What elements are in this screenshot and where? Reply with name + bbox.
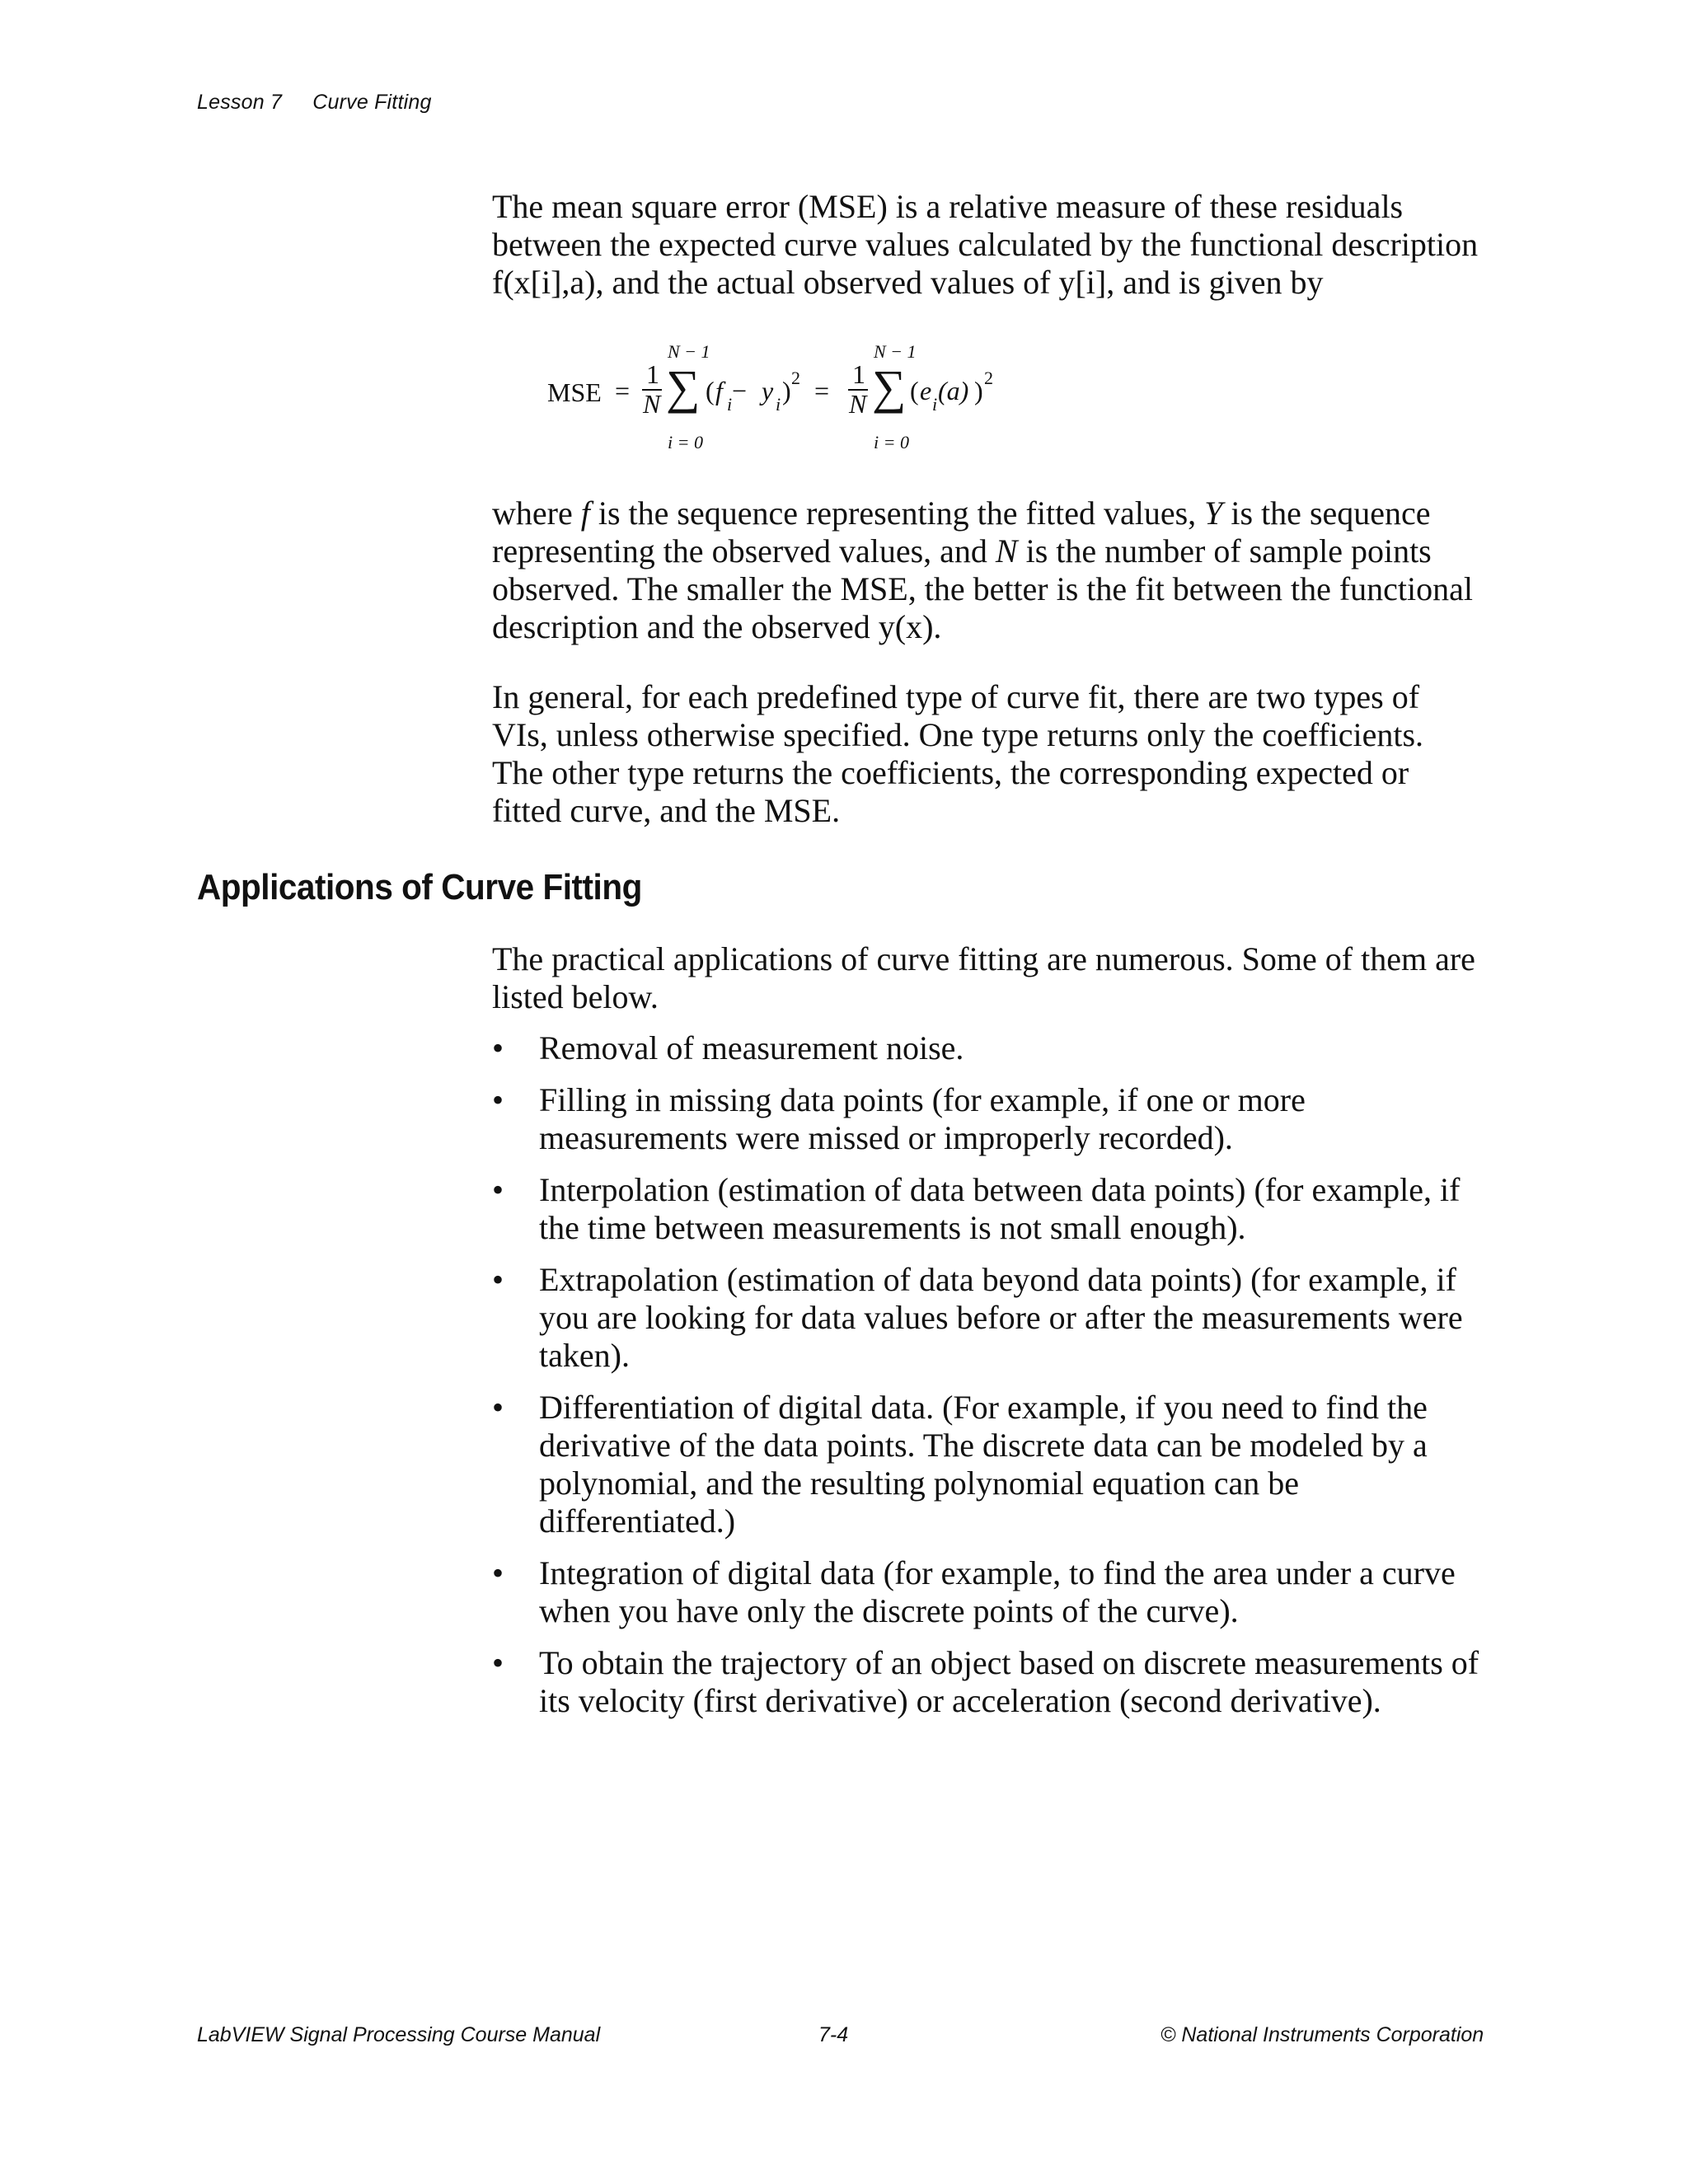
eq-term2-e: e: [920, 376, 932, 405]
p2-var-Y: Y: [1204, 494, 1223, 532]
eq-term1-open-paren: (: [706, 376, 715, 405]
section-heading: Applications of Curve Fitting: [197, 867, 642, 907]
eq-sigma1-lower: i = 0: [668, 432, 703, 452]
p2-var-N: N: [995, 532, 1018, 569]
footer-page-number: 7-4: [818, 2023, 849, 2046]
bullet-icon: •: [492, 1389, 504, 1426]
footer-manual-title: LabVIEW Signal Processing Course Manual: [197, 2023, 601, 2046]
bullet-icon: •: [492, 1554, 504, 1591]
bullet-icon: •: [492, 1261, 504, 1298]
eq-sigma2-upper: N − 1: [874, 341, 917, 362]
p2-text-2: is the sequence representing the fitted values,: [589, 494, 1205, 532]
eq-frac1-denominator: N: [643, 389, 661, 419]
eq-equals-1: =: [615, 376, 631, 405]
bullet-icon: •: [492, 1029, 504, 1066]
eq-frac1-numerator: 1: [646, 359, 659, 389]
p2-text-4: is the number of sample points observed. The smaller the MSE, the better is the fit between the functional description and the observed y(x).: [492, 532, 1474, 645]
eq-frac2-denominator: N: [849, 389, 867, 419]
eq-sigma1-upper: N − 1: [668, 341, 710, 362]
running-header: [197, 91, 432, 115]
eq-term2-e-subscript: i: [932, 394, 938, 415]
eq-equals-2: =: [814, 376, 830, 405]
list-item-text: Differentiation of digital data. (For example, if you need to find the derivative of the data points. The discrete data can be modeled by a polynomial, and the resulting polynomial equation can be differentiated.): [539, 1389, 1428, 1540]
eq-term2-argument: (a): [938, 376, 969, 405]
variable-definitions-paragraph: [492, 494, 1481, 646]
footer-copyright: © National Instruments Corporation: [1160, 2023, 1484, 2046]
bullet-icon: •: [492, 1081, 504, 1118]
list-item-text: Integration of digital data (for example, to find the area under a curve when you have only the discrete points of the curve).: [539, 1554, 1456, 1629]
list-item: [492, 1029, 1498, 1067]
list-item-text: To obtain the trajectory of an object based on discrete measurements of its velocity (first derivative) or acceleration (second derivative).: [539, 1644, 1479, 1719]
list-item: [492, 1261, 1498, 1375]
list-item-text: Filling in missing data points (for example, if one or more measurements were missed or improperly recorded).: [539, 1081, 1306, 1156]
eq-term2-exponent: 2: [984, 368, 993, 388]
list-item-text: Interpolation (estimation of data between data points) (for example, if the time between measurements is not small enough).: [539, 1171, 1461, 1246]
vi-types-paragraph: In general, for each predefined type of curve fit, there are two types of VIs, unless otherwise specified. One type returns only the coefficients. The other type returns the coefficients, the corresponding expected or fitted curve, and the MSE.: [492, 678, 1424, 829]
bullet-icon: •: [492, 1171, 504, 1208]
p2-text-3: is the sequence representing the observed values, and: [492, 494, 1431, 569]
eq-term2-close-paren: ): [974, 376, 983, 405]
mse-definition-paragraph: The mean square error (MSE) is a relative measure of these residuals between the expected curve values calculated by the functional description f(x[i],a), and the actual observed values of y[i], and is given by: [492, 188, 1479, 301]
eq-sigma2-icon: ∑: [872, 360, 907, 414]
list-item: [492, 1554, 1498, 1630]
list-item-text: Extrapolation (estimation of data beyond data points) (for example, if you are looking for data values before or after the measurements were taken).: [539, 1261, 1463, 1374]
eq-term1-minus: −: [732, 376, 748, 405]
eq-term1-exponent: 2: [791, 368, 800, 388]
eq-term1-y: y: [762, 376, 774, 405]
bullet-icon: •: [492, 1644, 504, 1681]
eq-term1-y-subscript: i: [776, 394, 781, 415]
eq-frac2-numerator: 1: [852, 359, 865, 389]
eq-sigma1-icon: ∑: [666, 360, 701, 414]
applications-list: [492, 1029, 1498, 1734]
mse-equation: [544, 341, 1121, 462]
list-item: [492, 1081, 1498, 1157]
list-item: [492, 1171, 1498, 1247]
eq-term1-f-subscript: i: [727, 394, 733, 415]
eq-lhs-mse: MSE: [547, 377, 602, 407]
header-lesson-number: Lesson 7: [197, 91, 283, 114]
p2-text-1: where: [492, 494, 581, 532]
eq-sigma2-lower: i = 0: [874, 432, 909, 452]
list-item-text: Removal of measurement noise.: [539, 1029, 964, 1066]
eq-term1-close-paren: ): [782, 376, 791, 405]
list-item: [492, 1389, 1498, 1540]
header-chapter-title: Curve Fitting: [312, 91, 432, 114]
p2-var-f: f: [580, 494, 590, 532]
applications-intro-paragraph: The practical applications of curve fitting are numerous. Some of them are listed below.: [492, 940, 1475, 1015]
eq-term1-f: f: [715, 376, 723, 405]
eq-term2-open-paren: (: [910, 376, 919, 405]
list-item: [492, 1644, 1498, 1720]
